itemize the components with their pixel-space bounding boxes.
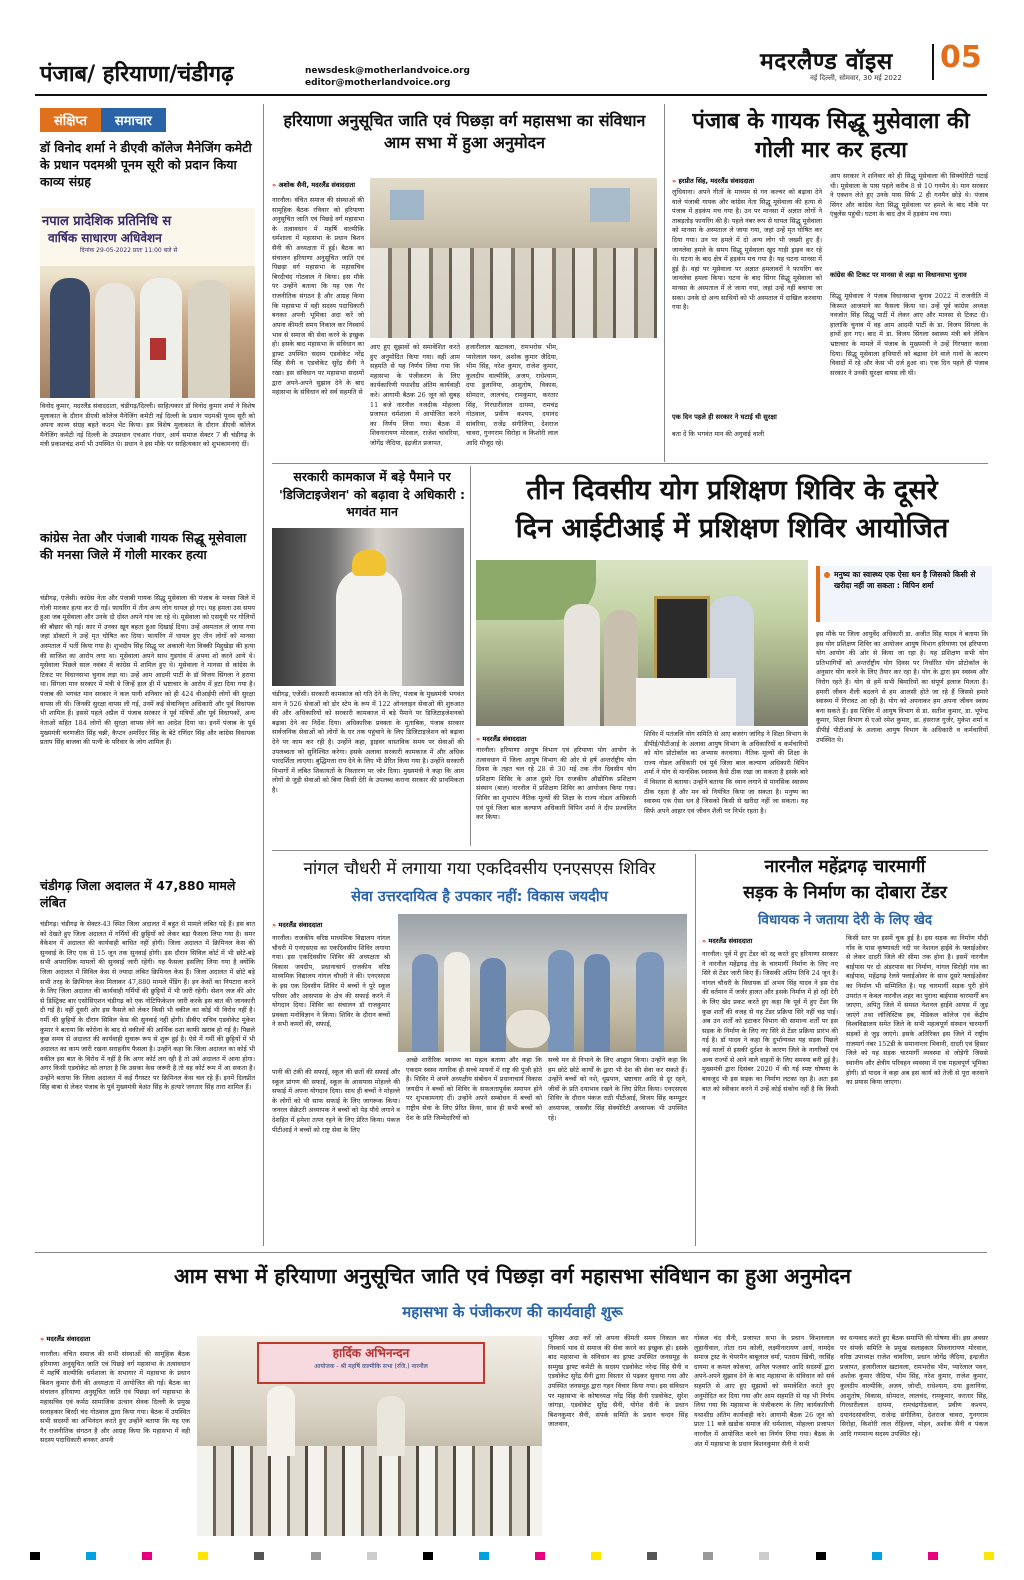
student-figure — [548, 950, 574, 1052]
story6-col2: किसी स्तर पर इसमें चूक हुई है। इस सड़क का निर्माण मौदी गाँव के पास कृष्णावती नदी पर नेशनल हाईवे के फ्लाईओवर से लेकर दादरी जिले की सीमा तक होना है। इसमें नारनौल बाईपास पर दो अंडरपास का निर्माण, नांगल सिरोही गांव का बाईपास, महेंद्रगढ़ रेलवे फ्लाईओवर के साथ दूसरे फ्लाईओवर का निर्माण भी सम्मिलित है। यह चारमार्गी सड़क पूरी होने उपरांत न केवल नारनौल शहर का पुराना बाईपास चारमार्गी बन जाएगा, अपितु जिले में समस्त नेशनल हाईवे आपस में जुड़ जाएंगे तथा लॉजिस्टिक हब, मेडिकल कॉलेज एवं केंद्रीय विश्वविद्यालय समेत जिले के सभी महत्वपूर्ण संस्थान चारमार्गी सड़कों से जुड़ जाएंगे। इसके अतिरिक्त इस जिले में राष्ट्रीय राजमार्ग नंबर 152डी के समानान्तर भिवानी, दादरी एवं हिसार जिले को यह सड़क चारमार्गी व्यवस्था से जोड़ेगी जिससे स्थानीय और क्षेत्रीय परिवहन व्यवस्था में एक महत्वपूर्ण भूमिका होगी। डॉ यादव ने कहा अब इस कार्य को तेजी से पूरा करवाने का प्रयास किया जाएगा। — [846, 934, 988, 1087]
window-shape — [590, 188, 630, 222]
portrait-frame — [654, 596, 710, 682]
student-figure — [444, 952, 470, 1052]
story3-headline: सरकारी कामकाज में बड़े पैमाने पर 'डिजिटाइजेशन' को बढ़ावा दे अधिकारी : भगवंत मान — [279, 469, 465, 519]
story5-col4: सच्चे मन से निभाने के लिए आह्वान किया। उन्होंने कहा कि हम छोटे छोटे कार्यों के द्वारा भी देश की सेवा कर सकते हैं। उन्होंने बच्चों को नशे, धूम्रपान, भ्रष्टाचार आदि से दूर रहने, जीवों के प्रति दयाभाव रखने के लिए प्रेरित किया। एनएसएस शिविर के दौरान पंकज राठी पीटीआई, विजय सिंह कम्प्यूटर अध्यापक, जसवीर सिंह सेक्योरिटी अध्यापक भी उपस्थित रहे। — [548, 1056, 687, 1122]
story2-byline: » हरप्रीत सिंह, मदरलैंड संवाददाता — [672, 176, 754, 185]
banner-box — [257, 1342, 485, 1384]
crowd-row — [370, 248, 657, 338]
banner-line-3: दिनांक 29-05-2022 प्रातः 11:00 बजे से — [80, 247, 178, 254]
sack-shape — [506, 1010, 550, 1048]
story7-photo — [197, 1336, 542, 1536]
email-newsdesk[interactable]: newsdesk@motherlandvoice.org — [305, 66, 470, 76]
banner-title: हार्दिक अभिनन्दन — [332, 1346, 410, 1360]
story5-col3: अच्छे शारीरिक स्वास्थ्य का महत्व बताया और कहा कि एकदम स्वस्थ नागरिक ही सच्चे मायनों में राष्ट्र की पूंजी होते हैं। शिविर में अपने अध्यक्षीय संबोधन में प्रधानाचार्य विकास जयदीप ने बच्चों को शिविर के सफलतापूर्वक समापन होने पर शुभकामनाएं दीं। उन्होंने अपने सम्बोधन में बच्चों को राष्ट्रीय सेवा के लिए प्रेरित किया, साथ ही सभी बच्चों को देश के प्रति जिम्मेदारियों को — [406, 1056, 542, 1122]
story2-subhead-2: कांग्रेस की टिकट पर मानसा से लड़ा था विधानसभा चुनाव — [830, 271, 967, 279]
book-icon — [150, 338, 166, 360]
story6-col1: नारनौल। पूर्व में हुए टेंडर को रद्द करते हुए हरियाणा सरकार ने नारनौल महेंद्रगढ़ रोड़ के चारमार्गी निर्माण के लिए नए सिरे से टेंडर जारी किए हैं। जिसकी अंतिम तिथि 24 जून है। नांगल चौधरी के विधायक डॉ अभय सिंह यादव ने इस रोड की वर्तमान में जर्जर हालत और इसके निर्माण में हो रही देरी के लिए खेद प्रकट करते हुए कहा कि पूर्व में हुए टेंडर कि कुछ शर्तों की वजह से यह टेंडर प्रक्रिया सिरे नहीं चढ़ पाई। अब उन शर्तों को हटाकर विभाग की सामान्य शर्तों पर इस सड़क के निर्माण के लिए नए सिरे से टेंडर प्रक्रिया प्रारंभ की गई है। डॉ यादव ने कहा कि दुर्भाग्यवश यह सड़क पिछले कई सालों से इसकी दुर्दशा के कारण जिले के नागरिकों एवं अन्य राज्यों से आने वाले वाहनों के लिए समस्या बनी हुई है। मुख्यमंत्री द्वारा दिसंबर 2020 में की गई स्पष्ट घोषणा के बावजूद भी इस सड़क का निर्माण लटका रहा है। अतः इस बात को स्वीकार करने में उन्हें कोई संकोच नहीं है कि किसी न — [702, 950, 838, 1103]
page-number: 05 — [940, 40, 982, 75]
banner-line-2: वार्षिक साधारण अधिवेशन — [48, 231, 162, 245]
story1-col2: आए हुए सुझावों को समावेशित करते हुए अनुमोदित किया गया। वहीं आम सहमति से यह निर्णय लिया गया कि महासभा के पंजीकरण के लिए कार्यकारिणी यथाशीघ्र अंतिम कार्यवाही करे। आगामी बैठक 26 जून को सुबह 11 बजे नारनौल नजदीक मोहल्ला प्रजापत धर्मशाला में आयोजित करने का निर्णय लिया गया। बैठक में शिवनारायण मोरवाल, राजेश चांवरिया, जोगेंद्र जैदिया, इंद्रजीत प्रजापत, — [370, 343, 460, 448]
story4-col1: नारनौल। हरियाणा आयुष विभाग एवं हरियाणा योग आयोग के तत्वावधान में जिला आयुष विभाग की ओर से हर्ष अन्तर्राष्ट्रीय योग दिवस के तहत चल रहे 28 से 30 मई तक तीन दिवसीय योग प्रशिक्षण शिविर के आज दूसरे दिन राजकीय औद्योगिक प्रशिक्षण संस्थान (बाल) नारनौल में प्रशिक्षण शिविर का आयोजन किया गया। शिविर का शुभारंभ नैतिक मूल्यों की शिक्षा के राज्य नोडल अधिकारी एवं पूर्व जिला बाल कल्याण अधिकारी विपिन शर्मा ने दीप प्रज्वलित कर किया। — [476, 746, 636, 822]
story7-col1: नारनौल। वंचित समाज की सभी संस्थाओं की सामूहिक बैठक हरियाणा अनुसूचित जाति एवं पिछड़े वर्ग महासभा के तत्वावधान में महर्षि वाल्मीकि धर्मशाला के सभागार में महासभा के प्रधान बिशन कुमार सैनी की अध्यक्षता में आयोजित की गई। बैठक का संचालन हरियाणा अनुसूचित जाति एवं पिछड़ा वर्ग महासभा के महासचिव एवं कर्मठ सामाजिक उत्थान सेवक दिल्ली के प्रमुख सलाहकार बिरदी चंद गोठवाल द्वारा किया गया। बैठक में उपस्थित सभी सदस्यों का अभिनंदन करते हुए उन्होंने बताया कि यह एक गैर राजनीतिक संगठन है और आग्रह किया कि महासभा में वही सदस्य पदाधिकारी बनकर अपनी — [40, 1350, 190, 1445]
story2-col2: आप सरकार ने शनिवार को ही सिद्धू मूसेवाला की सिक्योरिटी घटाई थी। मूसेवाला के पास पहले करीब 8 से 10 गनमैन थे। मान सरकार ने एक्शन लेते हुए उनके पास सिर्फ 2 ही गनमैन छोड़े थे। पंजाब सिंगर और कांग्रेस नेता सिद्धू मूसेवाला पर हमले के बाद मौके पर एंबुलेंस पहुंची। घटना के बाद क्षेत्र में हड़कंप मच गया। — [830, 172, 988, 219]
column-divider — [470, 466, 471, 846]
story3-body: चंडीगढ़, एजेंसी। सरकारी कामकाज को गति देने के लिए, पंजाब के मुख्यमंत्री भगवंत मान ने 526 सेवाओं को डोर स्टेप के रूप में 122 ऑनलाइन सेवाओं की शुरुआत की और अधिकारियों को सरकारी कामकाज में बड़े पैमाने पर डिजिटाइजेशनको बढ़ावा देने का निर्देश दिया। अधिकारिक प्रवक्ता के मुताबिक, पंजाब सरकार सार्वजनिक सेवाओं को लोगों के घर तक पहुंचाने के लिए डिजिटाइजेशन को बढ़ावा देने पर काम कर रही है। उन्होंने कहा, ड्राइवर वास्तविक समय पर सेवाओं की उपलब्धता को सुनिश्चित करेगा। इसके अलावा सरकारी कामकाज में और अधिक पारदर्शिता लाएगा। बुद्धिमत्ता राय देने के लिए भी प्रेरित किया गया है। उन्होंने सरकारी विभागों में लंबित शिकायतों के निस्तारण पर जोर दिया। मुख्यमंत्री ने कहा कि आम लोगों से जुड़ी सेवाओं को बिना किसी देरी के उपलब्ध कराना सरकार की प्राथमिकता है। — [272, 690, 464, 795]
brief-banner — [40, 208, 255, 266]
story6-headline-line1: नारनौल महेंद्रगढ़ चारमार्गी — [764, 857, 926, 877]
story7-subhead: महासभा के पंजीकरण की कार्यवाही शुरू — [402, 1303, 623, 1321]
student-figure — [636, 952, 664, 1052]
brief-body-2: चंडीगढ़, एजेंसी। कांग्रेस नेता और पंजाबी गायक सिद्धू मूसेवाला की पंजाब के मनसा जिले में गोली मारकर हत्या कर दी गई। फायरिंग में तीन अन्य लोग घायल हो गए। यह हमला उस समय हुआ जब मूसेवाला और उनके दो दोस्त अपने गांव जा रहे थे। मूसेवाला को एसयूवी पर गोलियों की बौछार की गई। कार में उनका खून बहता हुआ दिखाई दिया। उन्हें अस्पताल ले जाया गया जहां डॉक्टरों ने उन्हें मृत घोषित कर दिया। फायरिंग में घायल हुए तीन लोगों को मानसा अस्पताल में भर्ती किया गया है। शुभदीप सिंह सिद्धू पर अकाली नेता विक्की मिद्दुखेड़ा की हत्या की साजिश का आरोप लगा था। मूसेवाला अपने साथ गुडगांव में अपना शो करने आये थे। मूसेवाला पिछले साल नवंबर में कांग्रेस में शामिल हुए थे। मूसेवाला ने मानसा से कांग्रेस के टिकट पर विधानसभा चुनाव लड़ा था। उन्हें आम आदमी पार्टी के डॉ विजय सिंगला ने हराया था। सिंगला मान सरकार में मंत्री थे जिन्हें हाल ही में भ्रष्टाचार के आरोप में हटा दिया गया है। पंजाब की भगवंत मान सरकार ने कल यानी शनिवार को ही 424 वीआईपी लोगों की सुरक्षा वापस ली थी। जिनकी सुरक्षा वापस ली गई, उनमें कई सेवानिवृत्त अधिकारी और पूर्व विधायक भी शामिल हैं। इससे पहले अप्रैल में पंजाब सरकार ने पूर्व मंत्रियों और पूर्व विधायकों, अन्य नेताओं सहित 184 लोगों की सुरक्षा वापस लेने का आदेश दिया था। इनमें पंजाब के पूर्व मुख्यमंत्री चरणजीत सिंह चन्नी, कैप्टन अमरिंदर सिंह के बेटे रणिंदर सिंह और कांग्रेस विधायक प्रताप सिंह बाजवा की पत्नी के परिवार के लोग शामिल हैं। — [40, 594, 255, 747]
story3-photo — [272, 528, 464, 686]
story1-col3: हजारीलाल खटावला, रामभरोस भीम, प्यारेलाल पवन, अशोक कुमार जैदिया, भीम सिंह, नरेश कुमार, राजेश कुमार, कुलदीप वाल्मीकि, अजय, राधेश्याम, दया डुलानिया, आशुतोष, विकास, सोमदत्त, लालचंद, रामकुमार, करतार सिंह, गिरधारीलाल दायमा, रामचंद्र गोठवाल, प्रवीण कश्यप, दयानंद सांवरिया, राजेंद्र संगीलिया, देशराज चावरा, गुनगराम सिरोहा व किशोरी लाल आदि मौजूद रहे। — [466, 343, 558, 448]
email-editor[interactable]: editor@motherlandvoice.org — [305, 78, 451, 88]
story6-byline: » मदरलैंड संवाददाता — [702, 936, 752, 945]
story2-headline: पंजाब के गायक सिद्धू मुसेवाला की गोली मार कर हत्या — [692, 109, 970, 163]
story5-subhead: सेवा उत्तरदायित्व है उपकार नहीं: विकास जयदीप — [351, 889, 608, 905]
person-figure — [336, 568, 402, 686]
window-shape — [390, 190, 424, 220]
crowd-row — [197, 1446, 542, 1536]
banner-line-1: नपाल प्रादेशिक प्रतिनिधि स — [42, 214, 172, 229]
story6-subhead: विधायक ने जताया देरी के लिए खेद — [757, 912, 933, 928]
story4-col2: शिविर में पतंजलि योग समिति से आए बजरंग जांगिड़ ने शिक्षा विभाग के डीपीई/पीटीआई के अलावा आयुष विभाग के अधिकारियों व कर्मचारियों को योग प्रोटोकॉल का अभ्यास करवाया। नैतिक मूल्यों की शिक्षा के राज्य नोडल अधिकारी एवं पूर्व जिला बाल कल्याण अधिकारी विपिन शर्मा ने योग से मानसिक स्वास्थ्य कैसे ठीक रखा जा सकता है इसके बारे में विस्तार से बताया। उन्होंने बताया कि ध्यान लगाने से मानसिक स्वास्थ्य ठीक रहता है और मन को नियंत्रित किया जा सकता है। मनुष्य का स्वास्थ्य एक ऐसा धन है जिसको किसी से खरीदा नहीं जा सकता। यह सिर्फ अपने आहार एवं जीवन शैली पर निर्भर रहता है। — [644, 730, 808, 815]
brief-body-1: विनोद कुमार, मदरलैंड संवाददाता, चंडीगढ़/दिल्ली। साहित्यकार डॉ विनोद कुमार शर्मा ने विशेष मुलाकात के दौरान डीएवी कॉलेज मैनेजिंग कमेटी नई दिल्ली के प्रधान पदमश्री पूनम सूरी को अपना काव्य संग्रह बहते कदम भेंट किया। इस विशेष मुलाकात के दौरान डीएवी कॉलेज मैनेजिंग कमेटी नई दिल्ली के उपप्रधान एचआर गंधार, आर्य समाज सेक्टर 7 बी चंडीगढ़ के मंत्री प्रकाशचंद्र शर्मा भी उपस्थित थे। प्रधान ने इस मौके पर साहित्यकार को शुभकामनाएं दीं। — [40, 402, 255, 449]
section-rule — [272, 463, 988, 464]
student-figure — [480, 958, 506, 1052]
person-figure — [50, 278, 90, 398]
column-divider — [263, 104, 264, 1246]
student-figure — [412, 954, 438, 1052]
turban-shape — [352, 550, 386, 576]
person-figure — [267, 1386, 295, 1456]
story2-col2b: सिद्धू मूसेवाला ने पंजाब विधानसभा चुनाव 2022 में राजनीति में किस्मत आजमाने का फैसला किया था। उन्हें पूर्व कांग्रेस अध्यक्ष नवजोत सिंह सिद्धू पार्टी में लेकर आए और मानसा से टिकट दी। हालांकि चुनाव में वह आम आदमी पार्टी के डा. विजय सिंगला के हाथों हार गए। बाद में डा. विजय सिंगला स्वास्थ्य मंत्री बने लेकिन भ्रष्टाचार के मामले में पंजाब के मुख्यमंत्री ने उन्हें गिरफ्तार करवा दिया। सिद्धू मूसेवाला हथियारों को बढ़ावा देने वाले गानों के कारण विवादों में रहे और केस भी दर्ज हुआ था। एक दिन पहले ही पंजाब सरकार ने उनकी सुरक्षा वापस ली थी। — [830, 292, 988, 377]
story4-photo — [476, 560, 808, 726]
story1-headline: हरियाणा अनुसूचित जाति एवं पिछड़ा वर्ग महासभा का संविधान आम सभा में हुआ अनुमोदन — [283, 111, 646, 152]
brief-body-3: चंडीगढ़। चंडीगढ़ के सेक्टर-43 स्थित जिला अदालत में बहुत से मामले लंबित पड़े हैं। इस बात को देखते हुए जिला अदालत में गर्मियों की छुट्टियों को लेकर बड़ा फैसला लिया गया है। समर वैकेशन में अदालत की कार्यवाही बाधित नहीं होगी। जिला अदालत में क्रिमिनल केस की सुनवाई के लिए एक से 15 जून तक सुनवाई होगी। इस दौरान सिविल कोर्ट में भी छोटे-बड़े सभी अपराधिक मामलों की सुनवाई जारी रहेगी। यह फैसला इसलिए लिया गया है क्योंकि जिला अदालत में सिविल केस से ज्यादा लंबित क्रिमिनल केस हैं। जिला अदालत में छोटे बड़े सभी तरह के क्रिमिनल केस मिलाकर 47,880 मामले पेंडिंग हैं। इन केसों का निपटारा करने के लिए जिला अदालत की कार्यवाही गर्मियों की छुट्टियों में भी जारी रहेगी। सेशन जज की ओर से डिस्ट्रिक्ट बार एसोसिएशन चंडीगढ़ को एक नोटिफिकेशन जारी करके इस बात की जानकारी दी गई है। वहीं दूसरी ओर इस फैसले को लेकर किसी भी वकील का कोई भी विरोध नहीं है। गर्मी की छुट्टियों के दौरान सिविल केस की सुनवाई नहीं होगी। डीबीए सचिव एडवोकेट मुकेश कुमार ने बताया कि कोरोना के बाद से वकीलों की आर्थिक दशा काफी खराब हो गई है। पिछले कुछ समय से अदालत की कार्यवाही सुचारू रूप से शुरू हुई है। ऐसे में गर्मी की छुट्टियों में भी अदालत का काम जारी रखना सराहनीय फैसला है। उन्होंने कहा कि जिला अदालत का कोई भी वकील इस बात के विरोध में नहीं है कि अगर कोर्ट लग रही है तो उसे अदालत में आना होगा। अगर किसी एडवोकेट को लगता है कि उसका केस जरूरी है तो वह कोर्ट रूम में आ सकता है। उन्होंने बताया कि जिला अदालत में कई गैंगस्टर पर क्रिमिनल केस चल रहे हैं। इनमें दिलप्रीत सिंह बाबा से लेकर पंजाब के पूर्व मुख्यमंत्री बेअंत सिंह के हत्यारे जगतार सिंह तारा शामिल हैं। — [40, 920, 255, 1092]
masthead-rule — [35, 94, 987, 96]
person-figure — [188, 280, 230, 398]
story2-col1b: बता दें कि भगवंत मान की अगुवाई वाली — [672, 430, 765, 438]
story7-byline: » मदरलैंड संवाददाता — [40, 1334, 90, 1343]
brief-photo — [40, 208, 255, 398]
story7-col3: गोकल चंद सैनी, प्रजापत सभा के प्रधान किशनलाल लुहानीवाल, तोता राम कोली, लक्ष्मीनारायण आर्य, नामदेव समाज ट्रस्ट के चेयरमैन बाबूलाल वर्मा, पतराम खिंची, नरसिंह दायमा व कमल कोकचा, अनिल फलवार आदि सदस्यों द्वारा अपने-अपने सुझाव देने के बाद महासभा के संविधान को सर्व सहमति से आए हुए सुझावों को समावेशित करते हुए अनुमोदित कर दिया गया और आम सहमति से यह भी निर्णय लिया गया कि महासभा के पंजीकरण के लिए कार्यकारिणी यथाशीघ्र अंतिम कार्यवाही करे। आगामी बैठक 26 जून को प्रातः 11 बजे खडोक समाज की धर्मशाला, मोहल्ला प्रजापत नारनौल में आयोजित करने का निर्णय लिया गया। बैठक के अंत में महासभा के प्रधान बिशनकुमार सैनी ने सभी — [694, 1334, 834, 1448]
story2-col1: लुधियाना। अपने गीतों के माध्यम से गन कल्चर को बढ़ावा देने वाले पंजाबी गायक और कांग्रेस नेता सिद्धू मूसेवाला की हत्या से पंजाब में हड़कंप मच गया है। उन पर मानसा में अज्ञात लोगों ने ताबड़तोड़ फायरिंग की है। पहले नंबर रूप से घायल सिद्धू मूसेवाला को मानसा के अस्पताल ले जाया गया, जहां उन्हें मृत घोषित कर दिया गया। उन पर हमले में दो अन्य लोग भी जख्मी हुए हैं। जानलेवा हमले के समय सिद्धू मूसेवाला खुद गाड़ी ड्राइव कर रहे थे। घटना के बाद क्षेत्र में हड़कंप मच गया है। यह घटना मानसा में हुई है। वहां पर मूसेवाला पर अज्ञात हमलावरों ने फायरिंग कर जानलेवा हमला किया। घटना के बाद सिंगर सिद्धू मूसेवाला को मानसा के अस्पताल में ले जाया गया, जहां उन्हें नहीं बचाया जा सका। उनके दो अन्य साथियों को भी अस्पताल में दाखिल करवाया गया है। — [672, 188, 822, 312]
story1-col1: नारनौल। वंचित समाज की संस्थाओं की सामूहिक बैठक रविवार को हरियाणा अनुसूचित जाति एवं पिछड़े वर्ग महासभा के तत्वावधान में महर्षि वाल्मीकि धर्मशाला में महासभा के प्रधान बिशन सैनी की अध्यक्षता में हुई। बैठक का संचालन हरियाणा अनुसूचित जाति एवं पिछड़ा वर्ग महासभा के महासचिव बिरदीचंद गोठवाल ने किया। इस मौके पर उन्होंने बताया कि यह एक गैर राजनीतिक संगठन है और आग्रह किया कि महासभा में वही सदस्य पदाधिकारी बनकर अपनी भूमिका अदा करें जो अपना कीमती समय निकाल कर निस्वार्थ भाव से समाज की सेवा करने के इच्छुक हो। इसके बाद महासभा के संविधान का ड्राफ्ट उपस्थित सदस्य एडवोकेट नरेंद्र सिंह सैनी व एडवोकेट सुरेंद्र सैनी ने रखा। इस संविधान पर महासभा सदस्यों द्वारा अपने-अपने सुझाव देने के बाद महासभा के संविधान को सर्व सहमति से — [272, 196, 364, 397]
story4-quote — [816, 566, 992, 622]
quote-bullet-icon — [824, 572, 830, 578]
story4-col3: इस मौके पर जिला आयुर्वेद अधिकारी डा. अजीत सिंह यादव ने बताया कि इस योग प्रशिक्षण शिविर का आयोजन आयुष विभाग हरियाणा एवं हरियाणा योग आयोग की ओर से किया जा रहा है। यह प्रशिक्षण सभी योग प्रतिभागियों को अन्तर्राष्ट्रीय योग दिवस पर निर्धारित योग प्रोटोकॉल के अनुसार योग करने के लिए तैयार कर रहा है। योग के द्वारा हम स्वस्थ्य और निरोग रहते हैं। योग से हमें सभी बिमारियों का संपूर्ण इलाज मिलता है। हमारी जीवन शैली बदलने से हम आलसी होते जा रहे हैं जिससे हमारे स्वास्थ्य में गिरावट आ रही है। योग को अपनाकर हम अपना जीवन स्वस्थ बना सकते हैं। इस शिविर में आयुष विभाग से डा. सतीश कुमार, डा. भूपेन्द्र कुमार, शिक्षा विभाग से एओ रमेश कुमार, डा. हंसराज गुर्जर, मुकेश शर्मा व डीपीई पीटीआई के अलावा आयुष विभाग के अधिकारी व कर्मचारियों उपस्थित थे। — [816, 630, 988, 744]
masthead-divider — [932, 44, 934, 80]
brief-tag — [40, 108, 250, 132]
story7-headline: आम सभा में हरियाणा अनुसूचित जाति एवं पिछड़ा वर्ग महासभा संविधान का हुआ अनुमोदन — [173, 1264, 852, 1288]
quote-text: मनुष्य का स्वास्थ्य एक ऐसा धन है जिसको किसी से खरीदा नहीं जा सकता : विपिन शर्मा — [834, 570, 976, 591]
person-figure — [564, 604, 600, 726]
story5-col1: नारनौल। राजकीय वरिष्ठ माध्यमिक विद्यालय नांगल चौधरी में एनएसएस का एकदिवसीय शिविर लगाया गया। इस एकदिवसीय शिविर की अध्यक्षता श्री विकास जयदीप, प्रधानाचार्य राजकीय वरिष्ठ माध्यमिक विद्यालय नांगल चौधरी ने की। एनएसएस के इस एक दिवसीय शिविर में बच्चों ने पूरे स्कूल परिसर और आसपास के क्षेत्र की सफाई करने में योगदान दिया। शिविर का संचालन डॉ राजकुमार प्रवक्ता मनोविज्ञान ने किया। शिविर के दौरान बच्चों ने सभी कमरों की, सफाई, — [272, 934, 390, 1029]
brief-headline-2: कांग्रेस नेता और पंजाबी गायक सिद्धू मूसेवाला की मनसा जिले में गोली मारकर हत्या — [40, 530, 247, 562]
section-rule — [272, 850, 988, 851]
story1-byline: » अशोक सैनी, मदरलैंड संवाददाता — [272, 180, 355, 189]
banner-subtitle: आयोजक - श्री महर्षि वाल्मीकि सभा (रजि.) नारनौल — [314, 1363, 428, 1370]
student-figure — [584, 954, 610, 1052]
story5-photo — [398, 914, 687, 1052]
story5-col2: पानी की टंकी की सफाई, स्कूल की छतों की सफाई और स्कूल प्रांगण की सफाई, स्कूल के आसपास मोहल्ले की सफाई में अपना योगदान दिया। साथ ही बच्चों ने मोहल्ले के लोगों को भी साफ सफाई के लिए जागरूक किया। जनरल सेक्रेटरी अध्यापक ने बच्चों को पेड़ पौधे लगाने व देशहित में हमेशा तत्पर रहने के लिए प्रेरित किया। पंकज पीटीआई ने बच्चों को राष्ट्र सेवा के लिए — [272, 1068, 400, 1134]
column-divider — [664, 104, 665, 462]
dateline: नई दिल्ली, सोमवार, 30 मई 2022 — [810, 74, 902, 82]
story6-headline-line2: सड़क के निर्माण का दोबारा टेंडर — [743, 883, 947, 903]
section-title: पंजाब/ हरियाणा/चंडीगढ़ — [40, 62, 234, 87]
story5-byline: » मदरलैंड संवाददाता — [272, 920, 322, 929]
brief-tag-1: संक्षिप्त — [40, 108, 101, 132]
story2-subhead-1: एक दिन पहले ही सरकार ने घटाई थी सुरक्षा — [672, 413, 777, 421]
print-color-bar — [30, 1552, 994, 1560]
story7-col4: का धन्यवाद करते हुए बैठक समाप्ति की घोषणा की। इस अवसर पर संपर्क समिति के प्रमुख सलाहकार शिवनारायण मोरवाल, वरिष्ठ उपाध्यक्ष राजेश चांवरिया, प्रधान जोगेंद्र जैदिया, इन्द्रजीत प्रजापत, हजारीलाल खटावला, रामभरोस भीम, प्यारेलाल पवन, अशोक कुमार जैदिया, भीम सिंह, नरेश कुमार, राजेश कुमार, कुलदीप वाल्मीकि, अजय, जोन्टी, राधेश्याम, दया डुलानिया, आशुतोष, विकास, सोमदत्त, लालचंद, रामकुमार, करतार सिंह, गिरधारीलाल दायमा, रामचंद्रगोठवाल, प्रवीण कश्यप, दयानंदसांवरिया, राजेन्द्र संगीलिया, देशराज चावरा, गुनगराम सिरोहा, किशोरी लाल रोहिल्ला, मोहन, अशोक सैनी व पंकज आदि गणमान्य सदस्य उपस्थित रहे। — [840, 1334, 988, 1439]
person-figure — [95, 283, 135, 398]
section-rule — [35, 1252, 987, 1253]
brief-headline-1: डॉ विनोद शर्मा ने डीएवी कॉलेज मैनेजिंग कमेटी के प्रधान पदमश्री पूनम सूरी को प्रदान किया काव्य संग्रह — [40, 140, 252, 189]
person-figure — [377, 1396, 405, 1456]
story5-headline: नांगल चौधरी में लगाया गया एकदिवसीय एनएसएस शिविर — [303, 859, 656, 879]
story4-byline: » मदरलैंड संवाददाता — [476, 734, 526, 743]
table-shape — [636, 678, 736, 726]
story1-photo — [370, 178, 657, 338]
story7-col2: भूमिका अदा करें जो अपना कीमती समय निकाल कर निस्वार्थ भाव से समाज की सेवा करने का इच्छुक हो। इसके बाद महासभा के संविधान का ड्राफ्ट उपस्थित जनसमूह के सम्मुख ड्राफ्ट कमेटी के सदस्य एडवोकेट नरेन्द्र सिंह सैनी व एडवोकेट सुरेंद्र सैनी द्वारा विस्तार से पढ़कर सुनाया गया और उपस्थित जनसमूह द्वारा गहन विचार किया गया। इस संविधान पर महासभा के कोषाध्यक्ष नरेंद्र सिंह सैनी एडवोकेट, सुरेश जांगड़ा, एडवोकेट सुरेंद्र सैनी, योगेश सैनी के प्रधान बिशनकुमार सैनी, संपर्क समिति के प्रधान चन्दन सिंह जालवान, — [548, 1334, 688, 1429]
story4-headline-line1: तीन दिवसीय योग प्रशिक्षण शिविर के दूसरे — [526, 475, 938, 506]
person-figure — [604, 610, 638, 726]
story4-headline-line2: दिन आईटीआई में प्रशिक्षण शिविर आयोजित — [515, 513, 949, 544]
column-divider — [695, 854, 696, 1246]
brief-tag-2: समाचार — [101, 108, 166, 132]
paper-name: मदरलैण्ड वॉइस — [760, 49, 893, 75]
brief-headline-3: चंडीगढ़ जिला अदालत में 47,880 मामले लंबित — [40, 878, 236, 910]
